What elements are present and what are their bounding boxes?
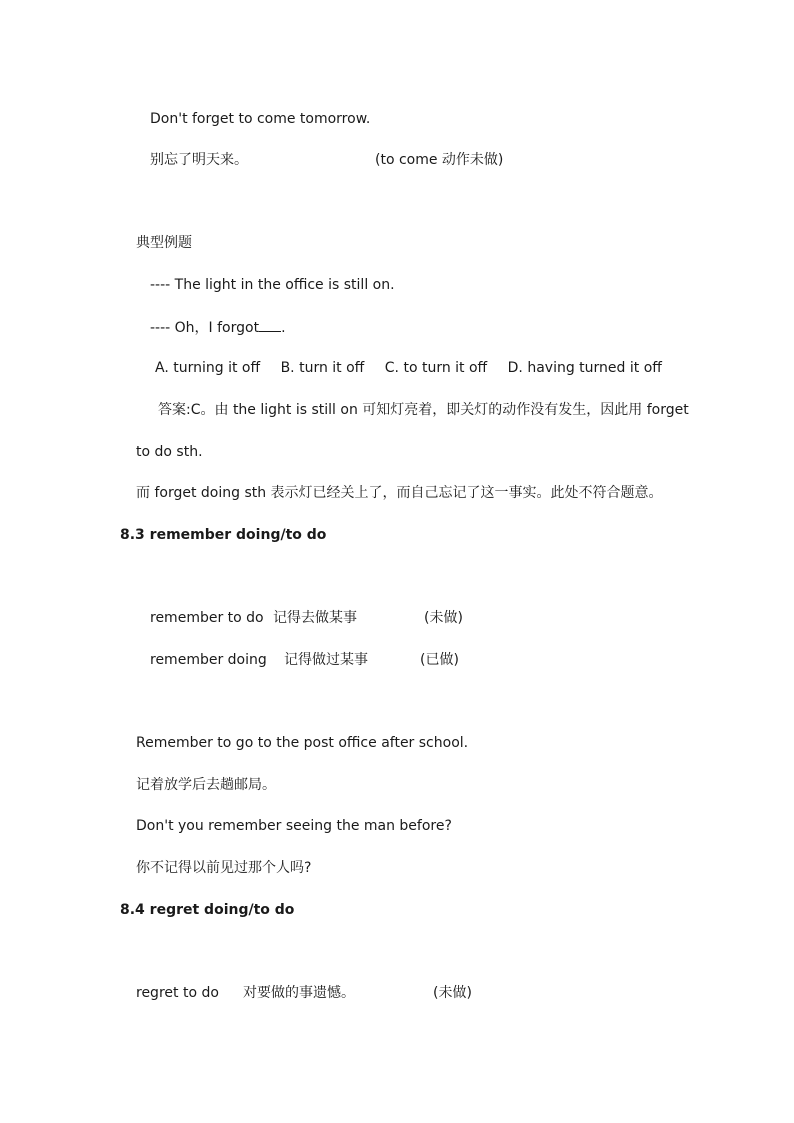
question-line-2-end: . — [281, 320, 286, 336]
option-b: B. turn it off — [280, 360, 365, 376]
remember-example-1-zh: 记着放学后去趟邮局。 — [136, 777, 276, 793]
regret-to-do-meaning: 对要做的事遗憾。 — [243, 985, 355, 1001]
regret-to-do-note: (未做) — [433, 985, 472, 1001]
regret-to-do-term: regret to do — [136, 985, 219, 1001]
remember-example-1-en: Remember to go to the post office after school. — [136, 735, 469, 751]
typical-heading: 典型例题 — [136, 235, 192, 251]
question-line-2 — [150, 318, 286, 337]
answer-blank — [259, 318, 281, 332]
remember-doing-note: (已做) — [420, 652, 459, 668]
question-line-2-text: ---- Oh，I forgot — [150, 320, 260, 336]
remember-example-2-zh: 你不记得以前见过那个人吗? — [136, 860, 312, 876]
remember-to-do-term: remember to do — [150, 610, 264, 626]
remember-to-do-note: (未做) — [424, 610, 463, 626]
option-d: D. having turned it off — [507, 360, 662, 376]
section-title-remember: 8.3 remember doing/to do — [120, 527, 327, 543]
section-title-regret: 8.4 regret doing/to do — [120, 902, 295, 918]
remember-to-do-meaning: 记得去做某事 — [273, 610, 357, 626]
remember-doing-term: remember doing — [150, 652, 267, 668]
forget-example-note: (to come 动作未做) — [375, 152, 504, 168]
question-line-1: ---- The light in the office is still on. — [150, 277, 395, 293]
remember-example-2-en: Don't you remember seeing the man before? — [136, 818, 452, 834]
answer-line-1: 答案:C。由 the light is still on 可知灯亮着，即关灯的动作没有发生，因此用 forget — [158, 402, 689, 418]
remember-doing-meaning: 记得做过某事 — [284, 652, 368, 668]
forget-example-en: Don't forget to come tomorrow. — [150, 111, 371, 127]
answer-line-3: 而 forget doing sth 表示灯已经关上了，而自己忘记了这一事实。此处不符合题意。 — [136, 485, 663, 501]
options-row — [155, 359, 678, 377]
option-a: A. turning it off — [155, 360, 261, 376]
option-c: C. to turn it off — [384, 360, 488, 376]
answer-line-2: to do sth. — [136, 444, 203, 460]
forget-example-zh: 别忘了明天来。 — [150, 152, 248, 168]
